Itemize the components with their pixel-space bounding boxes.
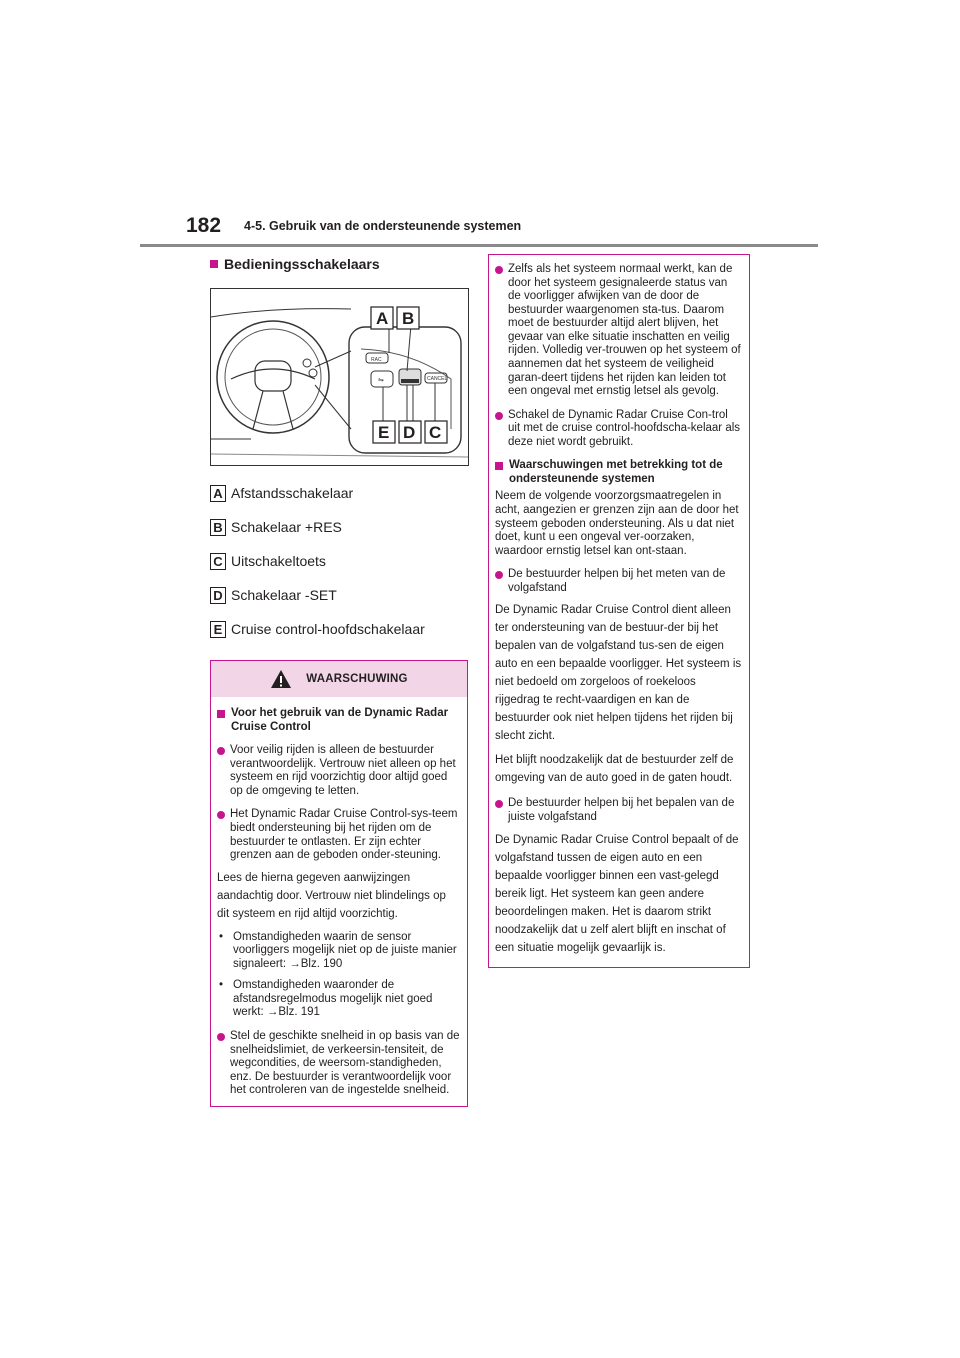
header-divider bbox=[140, 244, 818, 247]
svg-text:⇋: ⇋ bbox=[378, 377, 384, 384]
controls-heading bbox=[210, 256, 472, 272]
bullet-text: Stel de geschikte snelheid in op basis van de snelheidslimiet, de verkeersin-tensiteit, de wegcondities, de weersom-standigheden, enz. De bestuurder is verantwoordelijk voor het controleren van de ingestelde snelheid. bbox=[230, 1030, 460, 1097]
page-number: 182 bbox=[186, 214, 222, 237]
bullet-text: Schakel de Dynamic Radar Cruise Con-trol uit met de cruise control-hoofdscha-kelaar als deze niet wordt gebruikt. bbox=[508, 408, 741, 448]
dash-bullet: • bbox=[219, 930, 224, 943]
legend-label: Cruise control-hoofdschakelaar bbox=[231, 621, 425, 637]
callout-a: A bbox=[376, 309, 389, 328]
legend-label: Uitschakeltoets bbox=[231, 553, 326, 569]
warning-title: WAARSCHUWING bbox=[306, 673, 408, 685]
circle-bullet-icon bbox=[495, 800, 503, 808]
warning-triangle-icon bbox=[270, 669, 292, 689]
circle-bullet-icon bbox=[495, 571, 503, 579]
warning-bullet bbox=[217, 744, 461, 798]
bullet-text: Voor veilig rijden is alleen de bestuurder verantwoordelijk. Vertrouw niet alleen op het systeem en rijd voorzichtig door altijd goed op de omgeving te letten. bbox=[230, 744, 456, 797]
warning-header bbox=[211, 661, 467, 697]
bullet-text: De bestuurder helpen bij het meten van de volgafstand bbox=[508, 568, 726, 594]
legend-item bbox=[210, 612, 472, 646]
warning-paragraph: Neem de volgende voorzorgsmaatregelen in acht, aangezien er grenzen zijn aan de door het systeem geboden ondersteuning. Als u dat niet doet, kunt u een ongeval ver-oorzaken, waardoor ernstig letsel kan ont-staan. bbox=[495, 490, 739, 557]
legend-item bbox=[210, 578, 472, 612]
dash-bullet: • bbox=[219, 979, 224, 992]
svg-text:CANCEL: CANCEL bbox=[427, 376, 448, 382]
steering-wheel-drawing bbox=[211, 289, 468, 465]
legend-item bbox=[210, 476, 472, 510]
section-title: 4-5. Gebruik van de ondersteunende systemen bbox=[244, 219, 522, 233]
circle-bullet-icon bbox=[217, 1033, 225, 1041]
callout-b: B bbox=[402, 309, 415, 328]
warning-subheading bbox=[495, 459, 743, 486]
circle-bullet-icon bbox=[495, 266, 503, 274]
bullet-text: Het Dynamic Radar Cruise Control-sys-teem biedt ondersteuning bij het rijden om de bestuurder te ontlasten. Er zijn echter grenzen aan de geboden onder-steuning. bbox=[230, 808, 458, 862]
circle-bullet-icon bbox=[495, 412, 503, 420]
warning-subheading-text: Waarschuwingen met betrekking tot de ondersteunende systemen bbox=[509, 459, 723, 485]
callout-c: C bbox=[429, 423, 442, 442]
warning-sub-item bbox=[217, 931, 461, 972]
warning-subheading bbox=[217, 707, 461, 734]
square-bullet-icon bbox=[495, 462, 503, 470]
legend-label: Schakelaar -SET bbox=[231, 587, 337, 603]
legend-item bbox=[210, 544, 472, 578]
square-bullet-icon bbox=[210, 260, 218, 268]
legend-letter: E bbox=[210, 621, 226, 638]
bullet-text: Zelfs als het systeem normaal werkt, kan de door het systeem gesignaleerde status van de voorligger afwijken van de door de bestuurder waargenomen sta-tus. Daarom moet de bestuurder altijd alert blijven, het gevaar van elke situatie inschatten en veilig rijden. Volledig ver-trouwen op het systeem of aannemen dat het systeem de veiligheid garan-deert tijdens het rijden kan leiden tot een ongeval met ernstig letsel als gevolg. bbox=[508, 263, 741, 398]
warning-sub-item bbox=[217, 979, 461, 1020]
legend-letter: B bbox=[210, 519, 226, 536]
controls-heading-text: Bedieningsschakelaars bbox=[224, 256, 380, 272]
circle-bullet-icon bbox=[217, 747, 225, 755]
svg-text:RAC: RAC bbox=[371, 357, 382, 363]
callout-e: E bbox=[378, 423, 390, 442]
square-bullet-icon bbox=[217, 710, 225, 718]
bullet-text: De bestuurder helpen bij het bepalen van de juiste volgafstand bbox=[508, 797, 735, 823]
circle-bullet-icon bbox=[217, 811, 225, 819]
right-column bbox=[488, 254, 750, 968]
warning-bullet bbox=[217, 1030, 461, 1098]
warning-paragraph: De Dynamic Radar Cruise Control dient alleen ter ondersteuning van de bestuur-der bij het bepalen van de volgafstand tus-sen de eigen auto en een bepaalde voorligger. Het systeem is niet bedoeld om zorgeloos of roekeloos rijgedrag te recht-vaardigen en kan de bestuurder ook niet helpen tijdens het rijden bij slecht zicht. bbox=[495, 604, 742, 743]
warning-bullet bbox=[495, 263, 743, 399]
warning-bullet bbox=[495, 797, 743, 824]
warning-box bbox=[210, 660, 468, 1107]
sub-item-text: Omstandigheden waaronder de afstandsregelmodus mogelijk niet goed werkt: →Blz. 191 bbox=[233, 979, 433, 1019]
switch-legend bbox=[210, 476, 472, 646]
legend-letter: A bbox=[210, 485, 226, 502]
warning-paragraph: Lees de hierna gegeven aanwijzingen aandachtig door. Vertrouw niet blindelings op dit systeem en rijd altijd voorzichtig. bbox=[217, 871, 446, 920]
legend-letter: D bbox=[210, 587, 226, 604]
legend-label: Schakelaar +RES bbox=[231, 519, 342, 535]
warning-bullet bbox=[217, 808, 461, 862]
legend-item bbox=[210, 510, 472, 544]
warning-subheading-text: Voor het gebruik van de Dynamic Radar Cruise Control bbox=[231, 707, 449, 733]
left-column bbox=[210, 254, 472, 1107]
legend-label: Afstandsschakelaar bbox=[231, 485, 354, 501]
callout-d: D bbox=[403, 423, 416, 442]
warning-continuation-box bbox=[488, 254, 750, 968]
warning-bullet bbox=[495, 568, 743, 595]
warning-paragraph: De Dynamic Radar Cruise Control bepaalt of de volgafstand tussen de eigen auto en een bepaalde voorligger binnen een vast-gelegd bereik ligt. Het systeem kan geen andere beoordelingen maken. Het is daarom strikt noodzakelijk dat u zelf alert blijft en inschat of een situatie mogelijk gevaarlijk is. bbox=[495, 833, 739, 954]
legend-letter: C bbox=[210, 553, 226, 570]
sub-item-text: Omstandigheden waarin de sensor voorliggers mogelijk niet op de juiste manier signaleert: →Blz. 190 bbox=[233, 930, 457, 970]
warning-bullet bbox=[495, 409, 743, 450]
warning-paragraph: Het blijft noodzakelijk dat de bestuurder zelf de omgeving van de auto goed in de gaten houdt. bbox=[495, 754, 734, 785]
steering-wheel-illustration bbox=[210, 288, 469, 466]
